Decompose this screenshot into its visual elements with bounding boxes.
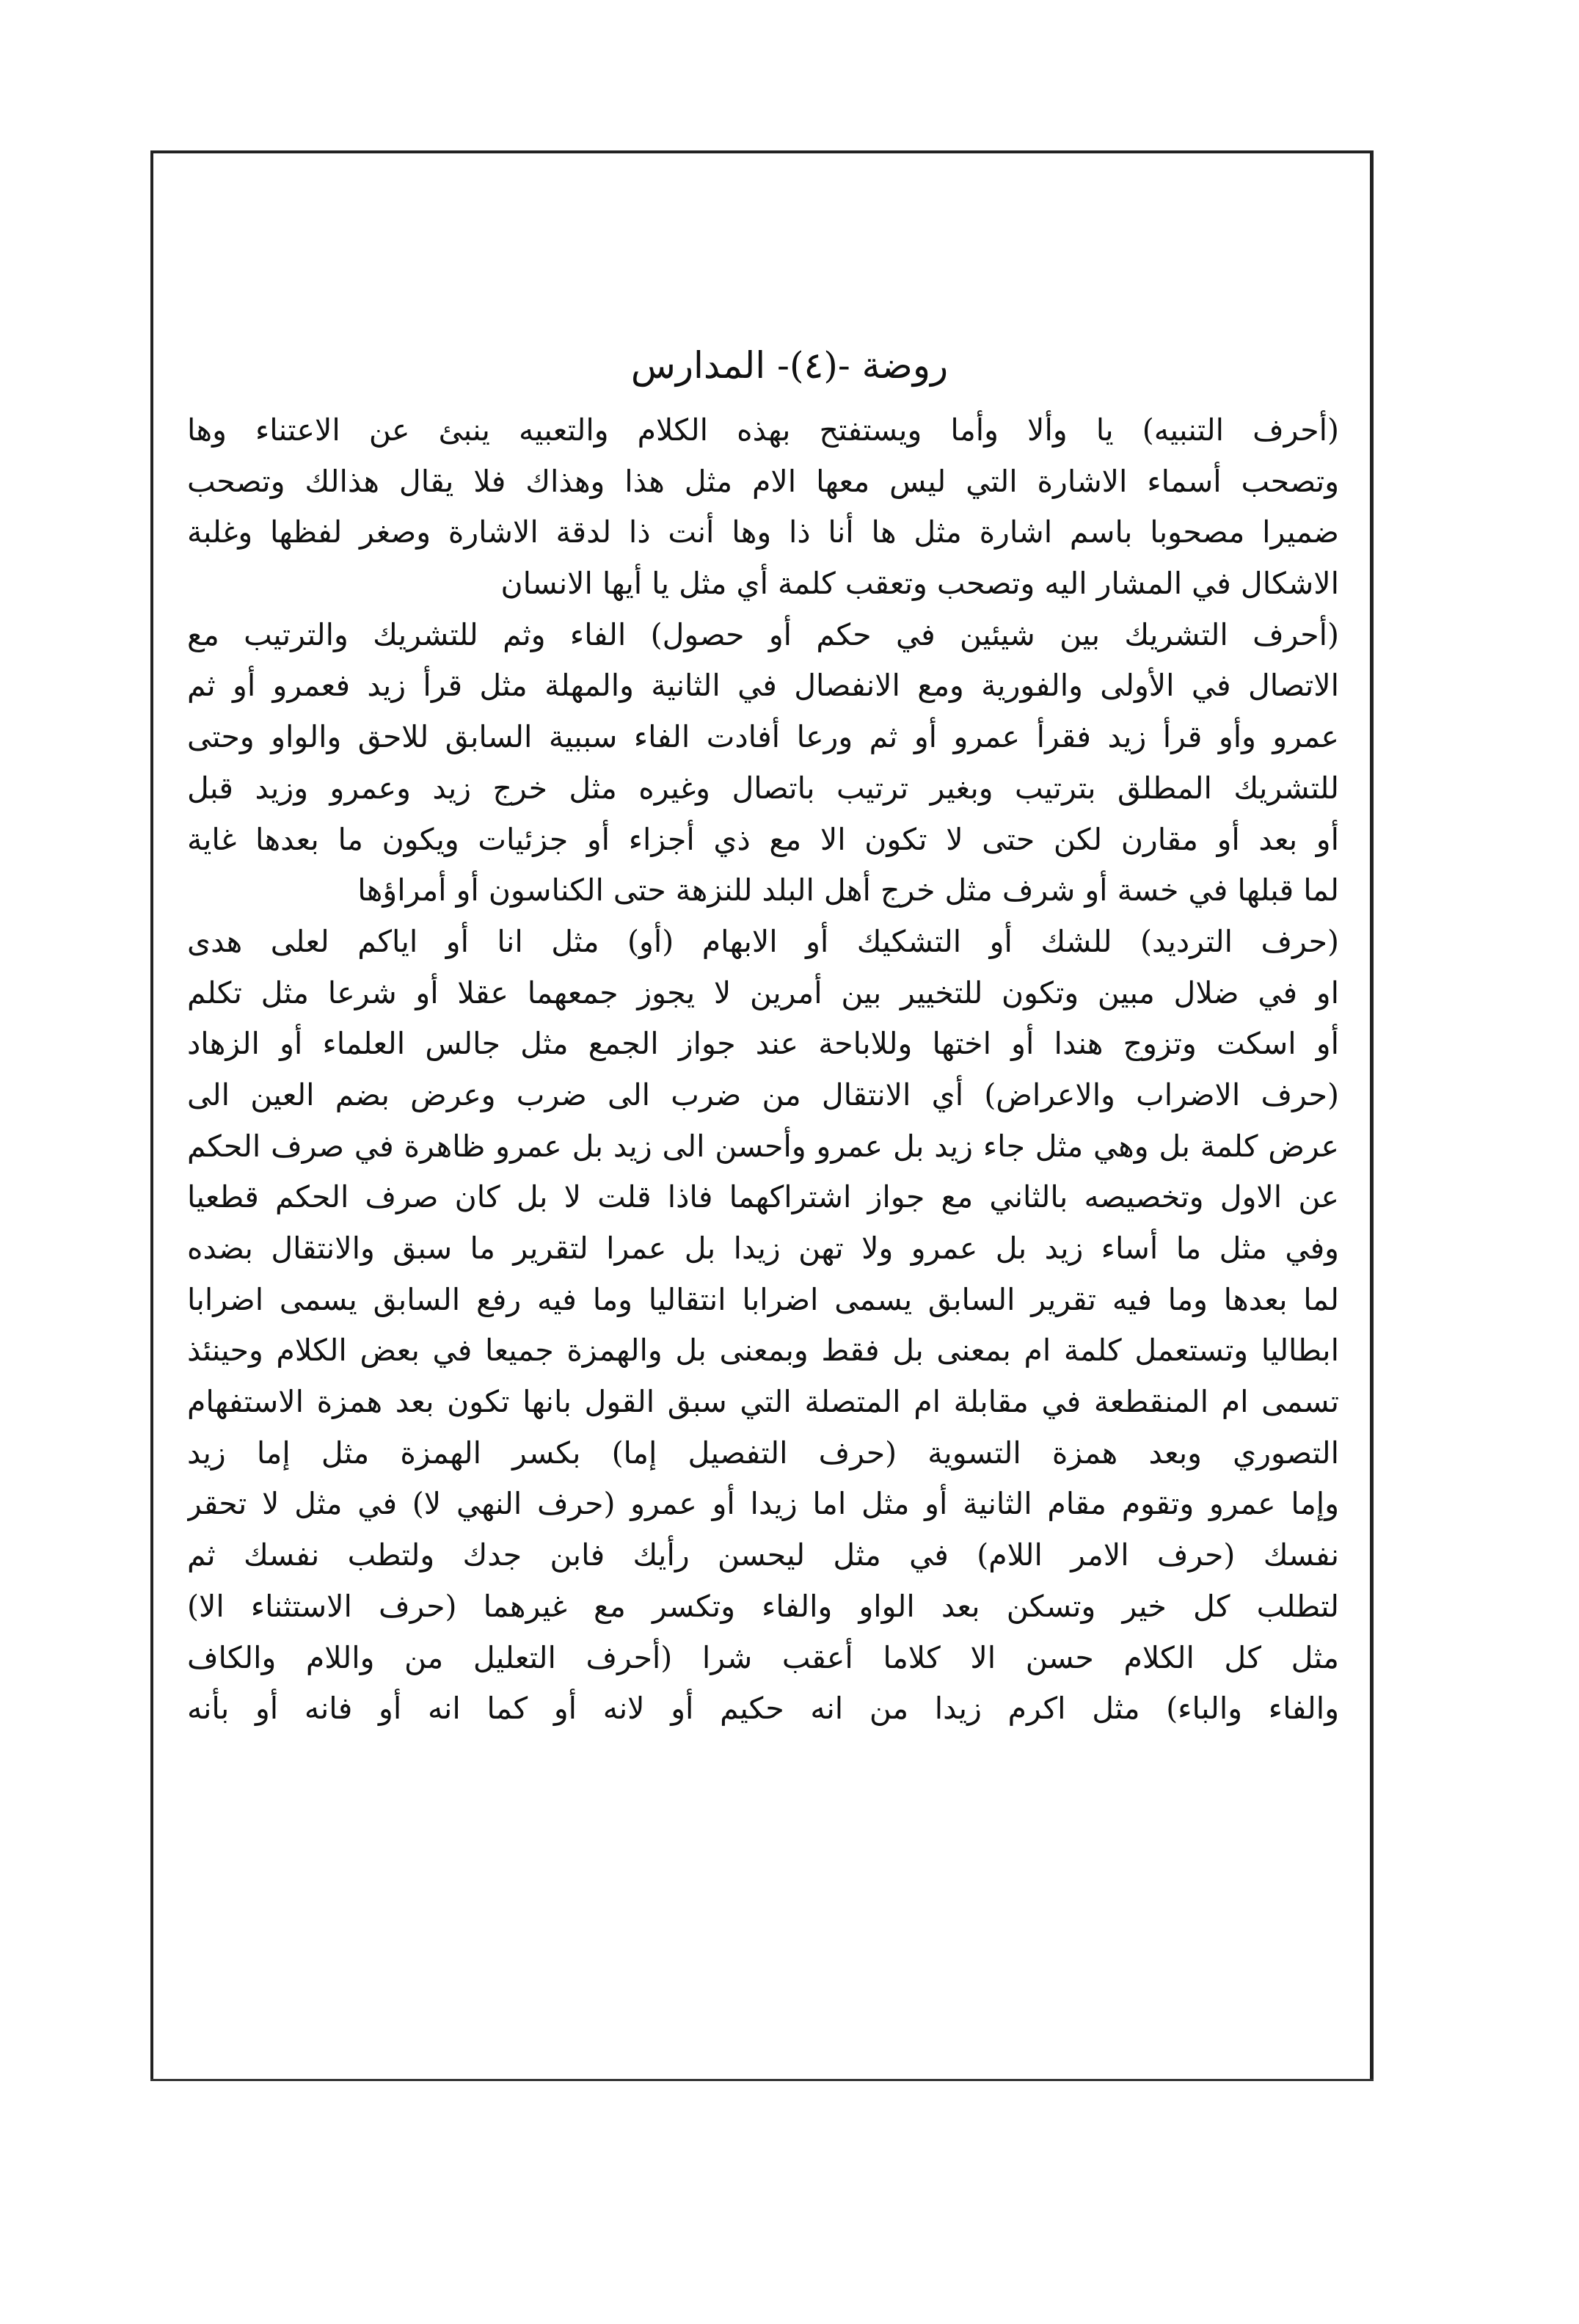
text-line: وفي مثل ما أساء زيد بل عمرو ولا تهن زيدا بل عمرا لتقرير ما سبق والانتقال بضده	[187, 1231, 1339, 1266]
text-line: تسمى ام المنقطعة في مقابلة ام المتصلة التي سبق القول بانها تكون بعد همزة الاستفهام	[187, 1384, 1339, 1420]
text-line: عن الاول وتخصيصه بالثاني مع جواز اشتراكهما فاذا قلت لا بل كان صرف الحكم قطعيا	[187, 1179, 1339, 1215]
text-line: أو بعد أو مقارن لكن حتى لا تكون الا مع ذي أجزاء أو جزئيات ويكون ما بعدها غاية	[187, 821, 1339, 857]
text-line: ضميرا مصحوبا باسم اشارة مثل ها أنا ذا وها أنت ذا لدقة الاشارة وصغر لفظها وغلبة	[187, 514, 1339, 550]
text-line: مثل كل الكلام حسن الا كلاما أعقب شرا (أحرف التعليل من واللام والكاف	[187, 1639, 1339, 1675]
text-line: وتصحب أسماء الاشارة التي ليس معها الام مثل هذا وهذاك فلا يقال هذالك وتصحب	[187, 463, 1339, 499]
text-line: والفاء والباء) مثل اكرم زيدا من انه حكيم أو لانه أو كما انه أو فانه أو بأنه	[187, 1691, 1339, 1727]
text-line: ابطاليا وتستعمل كلمة ام بمعنى بل فقط وبمعنى بل والهمزة جميعا في بعض الكلام وحينئذ	[187, 1333, 1339, 1369]
text-line: لما قبلها في خسة أو شرف مثل خرج أهل البلد للنزهة حتى الكناسون أو أمراؤها	[357, 873, 1339, 908]
text-line: للتشريك المطلق بترتيب وبغير ترتيب باتصال وغيره مثل خرج زيد وعمرو وزيد قبل	[187, 770, 1339, 806]
page-frame-bottom-rule	[150, 2079, 1374, 2081]
text-line: (أحرف التشريك بين شيئين في حكم أو حصول) الفاء وثم للتشريك والترتيب مع	[187, 616, 1339, 652]
text-line: (حرف الترديد) للشك أو التشكيك أو الابهام (أو) مثل انا أو اياكم لعلى هدى	[187, 923, 1339, 959]
text-line: أو اسكت وتزوج هندا أو اختها وللاباحة عند جواز الجمع مثل جالس العلماء أو الزهاد	[187, 1026, 1339, 1062]
text-line: او في ضلال مبين وتكون للتخيير بين أمرين لا يجوز جمعهما عقلا أو شرعا مثل تكلم	[187, 975, 1339, 1010]
text-line: لما بعدها وما فيه تقرير السابق يسمى اضرابا انتقاليا وما فيه رفع السابق يسمى اضرابا	[187, 1281, 1339, 1317]
text-line: (حرف الاضراب والاعراض) أي الانتقال من ضرب الى ضرب وعرض بضم العين الى	[187, 1077, 1339, 1112]
text-line: الاشكال في المشار اليه وتصحب وتعقب كلمة أي مثل يا أيها الانسان	[500, 566, 1339, 602]
page-title: روضة -(٤)- المدارس	[630, 344, 949, 387]
text-line: عرض كلمة بل وهي مثل جاء زيد بل عمرو وأحسن الى زيد بل عمرو ظاهرة في صرف الحكم	[187, 1128, 1339, 1164]
text-line: وإما عمرو وتقوم مقام الثانية أو مثل اما زيدا أو عمرو (حرف النهي لا) في مثل لا تحقر	[187, 1486, 1339, 1522]
text-line: التصوري وبعد همزة التسوية (حرف التفصيل إما) بكسر الهمزة مثل إما زيد	[187, 1435, 1339, 1471]
text-line: نفسك (حرف الامر اللام) في مثل ليحسن رأيك فابن جدك ولتطب نفسك ثم	[187, 1537, 1339, 1573]
text-line: (أحرف التنبيه) يا وألا وأما ويستفتح بهذه الكلام والتعبيه ينبئ عن الاعتناء وها	[187, 412, 1339, 448]
text-line: لتطلب كل خير وتسكن بعد الواو والفاء وتكسر مع غيرهما (حرف الاستثناء الا)	[187, 1588, 1339, 1624]
text-line: عمرو وأو قرأ زيد فقرأ عمرو أو ثم ورعا أفادت الفاء سببية السابق للاحق والواو وحتى	[187, 719, 1339, 755]
body-text	[187, 405, 1339, 1735]
text-line: الاتصال في الأولى والفورية ومع الانفصال في الثانية والمهلة مثل قرأ زيد فعمرو أو ثم	[187, 668, 1339, 704]
